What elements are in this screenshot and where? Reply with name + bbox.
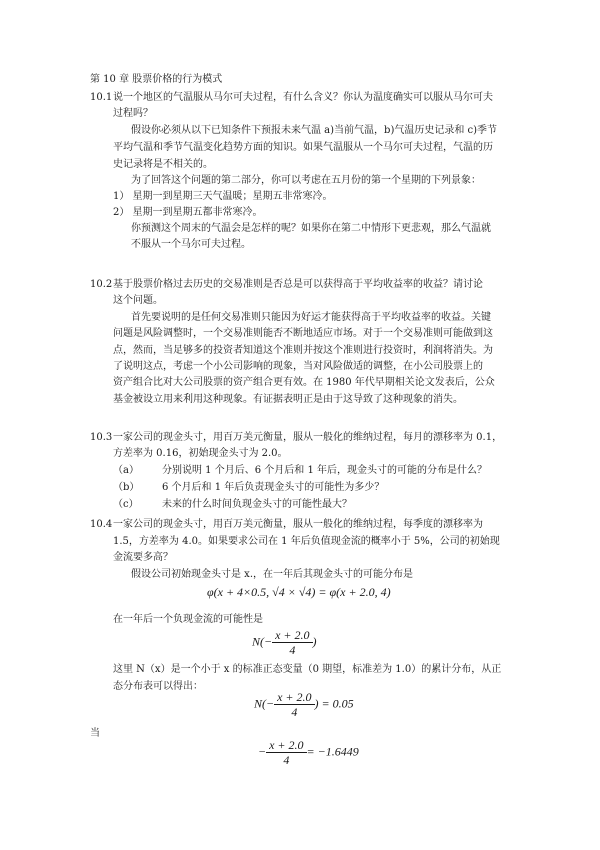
question-number: 10.4	[90, 519, 113, 530]
answer-text: 基金被设立用来利用这种现象。有证据表明正是由于这导致了这种现象的消失。	[113, 394, 463, 405]
question-text: 基于股票价格过去历史的交易准则是否总是可以获得高于平均收益率的收益？请讨论	[113, 279, 483, 290]
answer-text: 首先要说明的是任何交易准则只能因为好运才能获得高于平均收益率的收益。关键	[131, 312, 491, 323]
equation-solution	[258, 738, 359, 767]
question-text: 方差率为 0.16，初始现金头寸为 2.0。	[113, 448, 288, 459]
answer-text: 点，然而，当足够多的投资者知道这个准则并按这个准则进行投资时，利润将消失。为	[113, 345, 493, 356]
equation-distribution: φ(x + 4×0.5, √4 × √4) = φ(x + 2.0, 4)	[207, 585, 391, 599]
fraction	[266, 738, 306, 767]
answer-text: 假设你必须从以下已知条件下预报未来气温 a)当前气温，b)气温历史记录和 c)季节	[131, 125, 498, 136]
question-text: 一家公司的现金头寸，用百万美元衡量，服从一般化的维纳过程，每季度的漂移率为	[113, 519, 483, 530]
question-text: 金流要多高？	[113, 552, 173, 563]
equation-prefix: N(−	[254, 696, 275, 711]
when-label: 当	[90, 728, 100, 739]
fraction-denominator: 4	[289, 643, 296, 657]
answer-text: 问题是风险调整时，一个交易准则能否不断地适应市场。对于一个交易准则可能做到这	[113, 328, 493, 339]
answer-text: 史记录将是不相关的。	[113, 159, 213, 170]
question-text: 过程吗？	[113, 108, 153, 119]
question-text: 说一个地区的气温服从马尔可夫过程，有什么含义？你认为温度确实可以服从马尔可夫	[113, 92, 493, 103]
answer-text: 在一年后一个负现金流的可能性是	[113, 614, 263, 625]
chapter-title: 第 10 章 股票价格的行为模式	[90, 74, 223, 85]
answer-text: 不服从一个马尔可夫过程。	[131, 239, 251, 250]
answer-text: 假设公司初始现金头寸是 x.，在一年后其现金头寸的可能分布是	[131, 569, 413, 580]
question-text: 这个问题。	[113, 295, 163, 306]
answer-text: 为了回答这个问题的第二部分，你可以考虑在五月份的第一个星期的下列景象：	[131, 175, 481, 186]
equation-suffix: ) = 0.05	[314, 696, 354, 711]
subquestion-text: 未来的什么时间负现金头寸的可能性最大？	[162, 499, 352, 510]
subquestion-label: （b）	[113, 482, 140, 493]
list-item: 1） 星期一到星期三天气温暖；星期五非常寒冷。	[113, 191, 333, 202]
question-text: 一家公司的现金头寸，用百万美元衡量，服从一般化的维纳过程，每月的漂移率为 0.1，	[113, 432, 503, 443]
subquestion-label: （a）	[113, 465, 139, 476]
answer-text: 态分布表可以得出：	[113, 681, 203, 692]
fraction-numerator: x + 2.0	[272, 628, 312, 643]
list-item: 2） 星期一到星期五都非常寒冷。	[113, 207, 263, 218]
answer-text: 了说明这点，考虑一个小公司影响的现象，当对风险做适的调整，在小公司股票上的	[113, 361, 483, 372]
fraction-numerator: x + 2.0	[266, 738, 306, 753]
question-number: 10.2	[90, 279, 113, 290]
answer-text: 这里 N（x）是一个小于 x 的标准正态变量（0 期望，标准差为 1.0）的累计分布，从正	[113, 664, 502, 675]
fraction	[274, 690, 314, 719]
subquestion-text: 分别说明 1 个月后、6 个月后和 1 年后，现金头寸的可能的分布是什么？	[162, 465, 487, 476]
fraction-denominator: 4	[283, 753, 290, 767]
equation-prefix: N(−	[252, 634, 273, 649]
subquestion-text: 6 个月后和 1 年后负责现金头寸的可能性为多少？	[162, 482, 385, 493]
answer-text: 资产组合比对大公司股票的资产组合更有效。在 1980 年代早期相关论文发表后，公众	[113, 377, 495, 388]
equation-suffix: )	[312, 634, 317, 649]
answer-text: 你预测这个周末的气温会是怎样的呢？如果你在第二中情形下更悲观，那么气温就	[131, 223, 491, 234]
equation-prefix: −	[258, 744, 267, 759]
question-number: 10.3	[90, 432, 113, 443]
equation-suffix: = −1.6449	[306, 744, 359, 759]
question-number: 10.1	[90, 92, 113, 103]
fraction-numerator: x + 2.0	[274, 690, 314, 705]
subquestion-label: （c）	[113, 499, 139, 510]
fraction	[272, 628, 312, 657]
answer-text: 平均气温和季节气温变化趋势方面的知识。如果气温服从一个马尔可夫过程，气温的历	[113, 142, 493, 153]
question-text: 1.5，方差率为 4.0。如果要求公司在 1 年后负值现金流的概率小于 5%，公司的初始现	[113, 536, 500, 547]
fraction-denominator: 4	[291, 705, 298, 719]
equation-condition	[254, 690, 354, 719]
equation-probability	[252, 628, 317, 657]
